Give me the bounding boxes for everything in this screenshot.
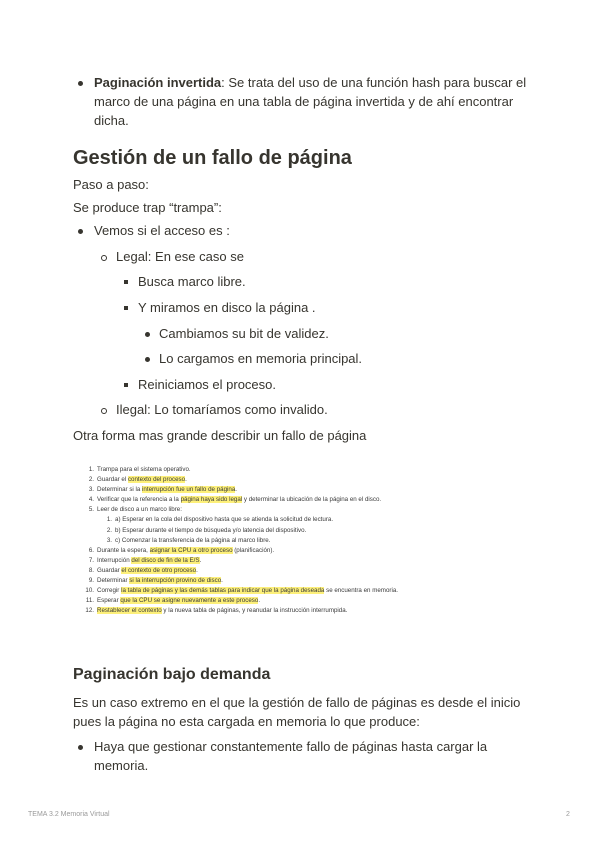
embedded-substep-1: 1. a) Esperar en la cola del dispositivo hasta que se atienda la solicitud de lectura. (106, 516, 334, 524)
intro-line-3: dicha. (94, 113, 129, 128)
demand-bullet-line-1: Haya que gestionar constantemente fallo de páginas hasta cargar la (94, 739, 488, 754)
intro-line-1 (94, 73, 526, 92)
embedded-step-11: 11. Esperar que la CPU se asigne nuevamente a este proceso. (85, 597, 261, 605)
bullet-dot (145, 357, 150, 362)
bullet-dot (78, 229, 83, 234)
bullet-square (124, 383, 128, 387)
step-intro: Paso a paso: (73, 177, 149, 192)
section-title-page-fault: Gestión de un fallo de página (73, 147, 352, 169)
footer-page-number: 2 (566, 811, 570, 818)
embedded-step-2: 2. Guardar el contexto del proceso. (88, 476, 187, 484)
change-valid-bit: Cambiamos su bit de validez. (159, 326, 329, 341)
bullet-circle (101, 408, 107, 414)
embedded-step-7: 7. Interrupción del disco de fin de la E/S. (88, 556, 202, 564)
embedded-step-4: 4. Verificar que la referencia a la página haya sido legal y determinar la ubicación de la página en el disco. (88, 496, 382, 504)
access-check: Vemos si el acceso es : (94, 223, 230, 238)
embedded-step-6: 6. Durante la espera, asignar la CPU a otro proceso (planificación). (88, 546, 275, 554)
embedded-step-8: 8. Guardar el contexto de otro proceso. (88, 566, 198, 574)
intro-line-2: marco de una página en una tabla de página invertida y de ahí encontrar (94, 94, 514, 109)
embedded-step-1: 1. Trampa para el sistema operativo. (88, 466, 191, 473)
bullet-square (124, 280, 128, 284)
embedded-step-12: 12. Restablecer el contexto y la nueva tabla de páginas, y reanudar la instrucción interrumpida. (85, 607, 348, 615)
embedded-substep-3: 3. c) Comenzar la transferencia de la página al marco libre. (106, 536, 271, 544)
bullet-square (124, 306, 128, 310)
demand-paragraph-2: pues la página no esta cargada en memoria lo que produce: (73, 714, 420, 729)
illegal-case: Ilegal: Lo tomaríamos como invalido. (116, 402, 328, 417)
embedded-step-3: 3. Determinar si la interrupción fue un fallo de página. (88, 486, 238, 494)
trap-text: Se produce trap “trampa”: (73, 200, 222, 215)
embedded-steps-image (84, 465, 584, 616)
restart-process: Reiniciamos el proceso. (138, 377, 277, 392)
bullet-dot (145, 332, 150, 337)
find-free-frame: Busca marco libre. (138, 274, 246, 289)
embedded-step-9: 9. Determinar si la interrupción provino de disco. (88, 577, 223, 585)
bullet-circle (101, 255, 107, 261)
section-title-demand-paging: Paginación bajo demanda (73, 666, 271, 683)
load-main-memory: Lo cargamos en memoria principal. (159, 351, 363, 366)
bullet-dot (78, 81, 83, 86)
embedded-step-10: 10. Corregir la tabla de páginas y las demás tablas para indicar que la página deseada se encuentra en memoria. (85, 587, 398, 595)
other-way-text: Otra forma mas grande describir un fallo de página (73, 428, 367, 443)
look-disk-page: Y miramos en disco la página . (138, 300, 316, 315)
embedded-step-5: 5. Leer de disco a un marco libre: (88, 506, 182, 514)
footer-title: TEMA 3.2 Memoria Virtual (28, 811, 110, 818)
intro-text-1: : Se trata del uso de una función hash para buscar el (221, 75, 527, 90)
embedded-substep-2: 2. b) Esperar durante el tiempo de búsqueda y/o latencia del dispositivo. (106, 526, 307, 534)
demand-bullet-line-2: memoria. (94, 758, 149, 773)
legal-case: Legal: En ese caso se (116, 249, 244, 264)
demand-paragraph-1: Es un caso extremo en el que la gestión de fallo de páginas es desde el inicio (73, 695, 521, 710)
intro-term: Paginación invertida (94, 75, 222, 90)
bullet-dot (78, 745, 83, 750)
